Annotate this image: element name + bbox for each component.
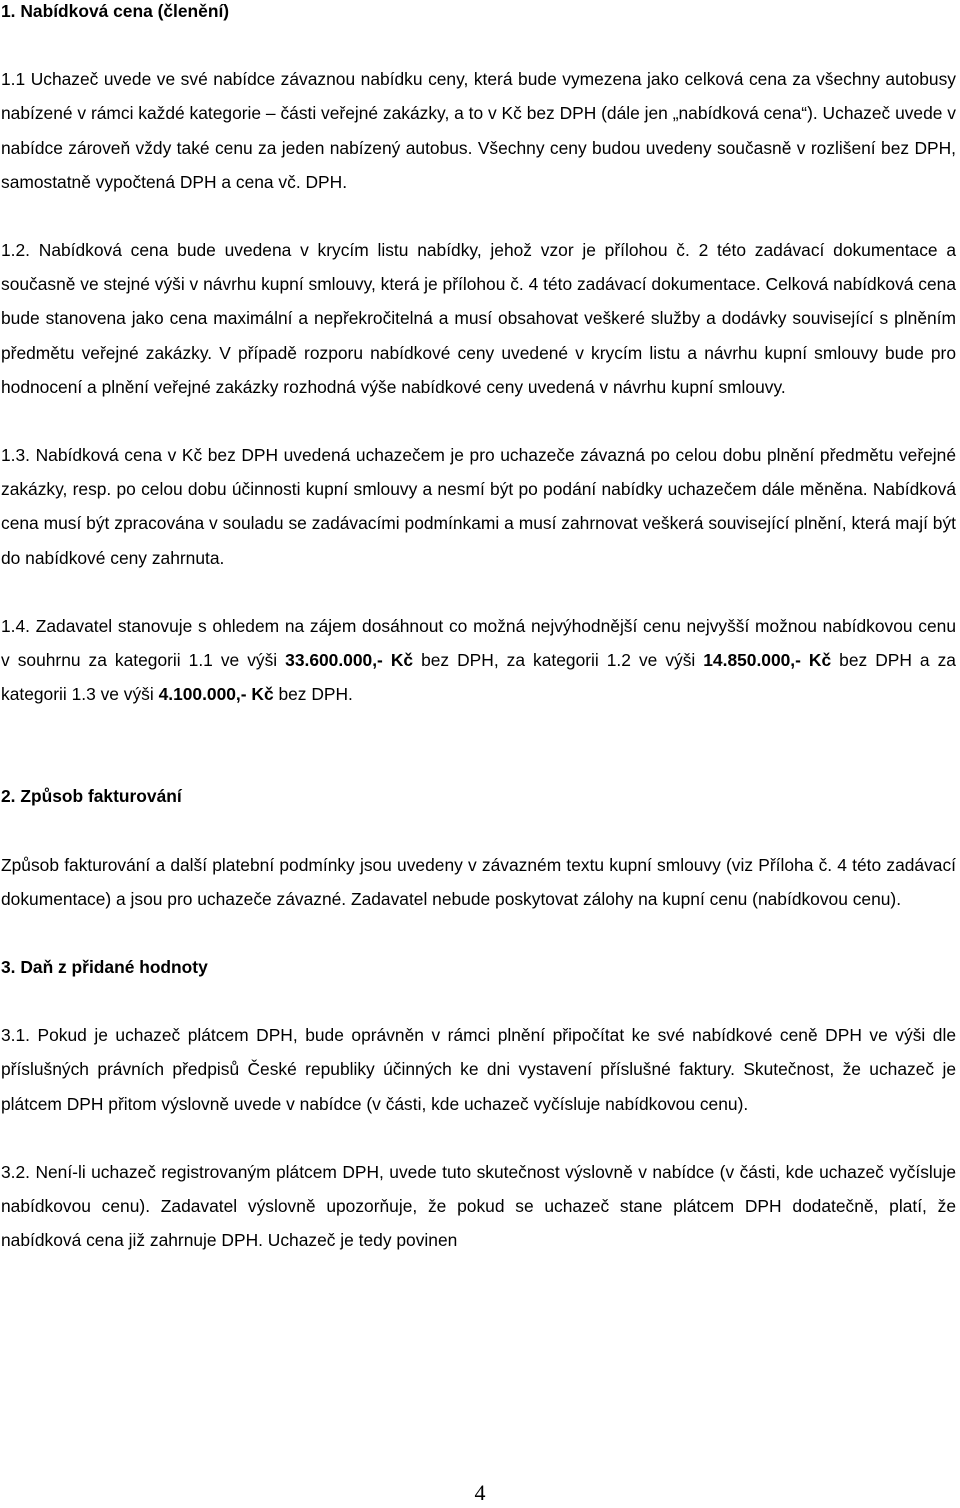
spacer [1, 28, 956, 62]
spacer [1, 575, 956, 609]
section-3-heading: 3. Daň z přidané hodnoty [1, 957, 208, 978]
amount-category-1-3: 4.100.000,- Kč [158, 684, 274, 705]
amount-category-1-2: 14.850.000,- Kč [703, 650, 832, 671]
spacer [1, 711, 956, 779]
paragraph-1-4-text-3: bez DPH a za kategorii 1.3 ve výši [1, 650, 956, 705]
spacer [1, 814, 956, 848]
paragraph-1-4 [1, 609, 956, 712]
paragraph-1-4-text-4: bez DPH. [273, 684, 353, 705]
page-number: 4 [474, 1480, 486, 1505]
paragraph-1-4-text-2: bez DPH, za kategorii 1.2 ve výši [413, 650, 704, 671]
paragraph-3-1: 3.1. Pokud je uchazeč plátcem DPH, bude oprávněn v rámci plnění připočítat ke své nabídkové ceně DPH ve výši dle příslušných právních předpisů České republiky účinných ke dni vystavení příslušné faktury. Skutečnost, že uchazeč je plátcem DPH přitom výslovně uvede v nabídce (v části, kde uchazeč vyčísluje nabídkovou cenu). [1, 1025, 956, 1114]
section-2-heading: 2. Způsob fakturování [1, 786, 182, 807]
paragraph-2: Způsob fakturování a další platební podmínky jsou uvedeny v závazném textu kupní smlouvy (viz Příloha č. 4 této zadávací dokumentace) a jsou pro uchazeče závazné. Zadavatel nebude poskytovat zálohy na kupní cenu (nabídkovou cenu). [1, 854, 956, 909]
spacer [1, 199, 956, 233]
amount-category-1-1: 33.600.000,- Kč [285, 650, 414, 671]
paragraph-1-4-text-1: 1.4. Zadavatel stanovuje s ohledem na zájem dosáhnout co možná nejvýhodnější cenu nejvyšší možnou nabídkovou cenu v souhrnu za kategorii 1.1 ve výši [1, 615, 956, 671]
paragraph-1-2: 1.2. Nabídková cena bude uvedena v krycím listu nabídky, jehož vzor je přílohou č. 2 této zadávací dokumentace a současně ve stejné výši v návrhu kupní smlouvy, která je přílohou č. 4 této zadávací dokumentace. Celková nabídková cena bude stanovena jako cena maximální a nepřekročitelná a musí obsahovat veškeré služby a dodávky související s plněním předmětu veřejné zakázky. V případě rozporu nabídkové ceny uvedené v krycím listu a návrhu kupní smlouvy bude pro hodnocení a plnění veřejné zakázky rozhodná výše nabídkové ceny uvedená v návrhu kupní smlouvy. [1, 240, 956, 397]
spacer [1, 1121, 956, 1155]
section-1-heading: 1. Nabídková cena (členění) [1, 1, 230, 21]
spacer [1, 916, 956, 950]
spacer [1, 984, 956, 1018]
paragraph-1-3: 1.3. Nabídková cena v Kč bez DPH uvedená uchazečem je pro uchazeče závazná po celou dobu plnění předmětu veřejné zakázky, resp. po celou dobu účinnosti kupní smlouvy a nesmí být po podání nabídky uchazečem dále měněna. Nabídková cena musí být zpracována v souladu se zadávacími podmínkami a musí zahrnovat veškerá související plnění, která mají být do nabídkové ceny zahrnuta. [1, 445, 956, 568]
document-body [1, 0, 956, 1257]
paragraph-1-1: 1.1 Uchazeč uvede ve své nabídce závaznou nabídku ceny, která bude vymezena jako celková cena za všechny autobusy nabízené v rámci každé kategorie – části veřejné zakázky, a to v Kč bez DPH (dále jen „nabídková cena“). Uchazeč uvede v nabídce zároveň vždy také cenu za jeden nabízený autobus. Všechny ceny budou uvedeny současně v rozlišení bez DPH, samostatně vypočtená DPH a cena vč. DPH. [1, 69, 956, 192]
paragraph-3-2: 3.2. Není-li uchazeč registrovaným plátcem DPH, uvede tuto skutečnost výslovně v nabídce (v části, kde uchazeč vyčísluje nabídkovou cenu). Zadavatel výslovně upozorňuje, že pokud se uchazeč stane plátcem DPH dodatečně, platí, že nabídková cena již zahrnuje DPH. Uchazeč je tedy povinen [1, 1161, 956, 1251]
spacer [1, 404, 956, 438]
